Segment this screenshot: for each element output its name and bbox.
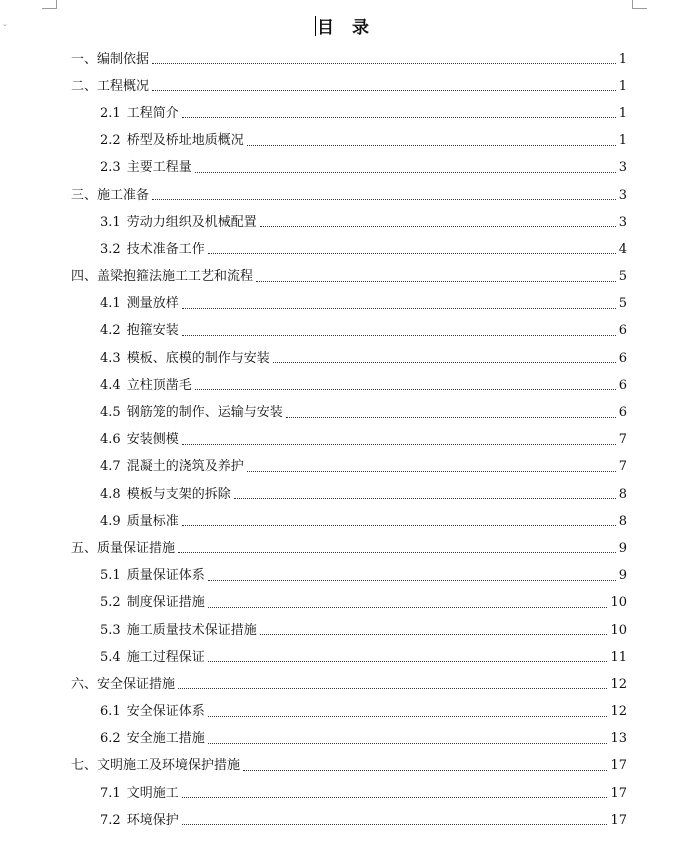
toc-dot-leader (273, 362, 616, 363)
table-of-contents (0, 46, 692, 834)
toc-page-number: 3 (618, 187, 627, 203)
toc-entry-number: 4.3 (100, 350, 121, 366)
toc-entry-text: 钢筋笼的制作、运输与安装 (126, 405, 283, 421)
toc-page-number: 6 (618, 350, 627, 366)
toc-dot-leader (234, 498, 616, 499)
toc-page-number: 17 (610, 812, 627, 828)
toc-dot-leader (182, 797, 608, 798)
toc-entry-label (71, 269, 253, 285)
toc-dot-leader (195, 389, 616, 390)
toc-dot-leader (208, 253, 616, 254)
toc-entry-text: 文明施工 (126, 785, 179, 801)
toc-page-number: 9 (618, 540, 627, 556)
toc-entry-number: 4.6 (100, 432, 121, 448)
toc-entry-label (71, 188, 149, 204)
toc-entry-text: 抱箍安装 (126, 323, 179, 339)
toc-page-number: 7 (618, 432, 627, 448)
toc-entry-label (100, 514, 179, 530)
toc-entry[interactable] (71, 182, 627, 209)
toc-entry-text: 施工过程保证 (126, 649, 205, 665)
toc-entry-number: 4.5 (100, 405, 121, 421)
toc-page-number: 12 (610, 704, 627, 720)
toc-entry-label (71, 79, 149, 95)
toc-dot-leader (247, 471, 616, 472)
toc-entry[interactable] (100, 644, 627, 671)
toc-entry[interactable] (100, 454, 627, 481)
toc-dot-leader (182, 525, 616, 526)
toc-entry-number: 5.2 (100, 595, 121, 611)
toc-dot-leader (260, 634, 608, 635)
toc-dot-leader (247, 145, 616, 146)
toc-entry[interactable] (71, 46, 627, 73)
toc-entry[interactable] (100, 780, 627, 807)
toc-entry-text: 六、安全保证措施 (71, 676, 176, 692)
toc-page-number: 10 (610, 622, 627, 638)
toc-entry-label (100, 242, 205, 258)
toc-entry-text: 安全保证体系 (126, 704, 205, 720)
toc-dot-leader (286, 417, 616, 418)
toc-entry[interactable] (100, 100, 627, 127)
toc-entry[interactable] (100, 209, 627, 236)
toc-dot-leader (178, 552, 616, 553)
toc-entry-text: 质量保证体系 (126, 568, 205, 584)
toc-entry-number: 4.4 (100, 377, 121, 393)
toc-dot-leader (182, 308, 616, 309)
toc-entry-text: 模板、底模的制作与安装 (126, 350, 270, 366)
toc-entry-text: 工程简介 (126, 105, 179, 121)
toc-entry-text: 测量放样 (126, 296, 179, 312)
toc-page-number: 6 (618, 377, 627, 393)
toc-entry-text: 环境保护 (126, 812, 179, 828)
toc-dot-leader (260, 226, 616, 227)
toc-entry-text: 劳动力组织及机械配置 (126, 214, 257, 230)
toc-entry-label (100, 296, 179, 312)
toc-dot-leader (243, 770, 607, 771)
toc-entry-number: 4.2 (100, 323, 121, 339)
toc-page-number: 10 (610, 595, 627, 611)
toc-entry-number: 2.1 (100, 105, 121, 121)
toc-entry-text: 一、编制依据 (71, 51, 150, 67)
toc-entry-label (100, 623, 257, 639)
toc-entry-label (100, 487, 231, 503)
toc-page-number: 4 (618, 241, 627, 257)
toc-entry-label (100, 595, 205, 611)
toc-page-number: 11 (610, 649, 627, 665)
toc-entry-text: 混凝土的浇筑及养护 (126, 459, 244, 475)
toc-entry-label (71, 758, 240, 774)
toc-entry[interactable] (100, 807, 627, 834)
toc-dot-leader (208, 743, 608, 744)
toc-dot-leader (152, 90, 616, 91)
toc-entry-label (71, 677, 175, 693)
toc-entry-label (100, 650, 205, 666)
toc-entry[interactable] (71, 535, 627, 562)
toc-entry-text: 施工质量技术保证措施 (126, 622, 257, 638)
toc-page-number: 13 (610, 731, 627, 747)
toc-entry-text: 立柱顶凿毛 (126, 377, 192, 393)
toc-entry-text: 五、质量保证措施 (71, 540, 176, 556)
toc-entry-number: 7.2 (100, 812, 121, 828)
toc-entry-label (100, 704, 205, 720)
toc-entry-text: 主要工程量 (126, 160, 192, 176)
toc-dot-leader (256, 281, 616, 282)
toc-page-number: 9 (618, 568, 627, 584)
toc-page-number: 7 (618, 459, 627, 475)
toc-entry-number: 6.1 (100, 704, 121, 720)
toc-dot-leader (195, 172, 616, 173)
toc-entry-label (71, 52, 149, 68)
toc-dot-leader (208, 607, 608, 608)
toc-page-number: 3 (618, 160, 627, 176)
toc-entry[interactable] (100, 508, 627, 535)
toc-entry-label (71, 541, 175, 557)
toc-entry[interactable] (100, 345, 627, 372)
toc-entry[interactable] (100, 236, 627, 263)
toc-dot-leader (182, 335, 616, 336)
toc-entry-label (100, 133, 244, 149)
toc-entry-text: 安全施工措施 (126, 731, 205, 747)
toc-page-number: 8 (618, 513, 627, 529)
toc-entry-text: 质量标准 (126, 513, 179, 529)
toc-entry-text: 四、盖梁抱箍法施工工艺和流程 (71, 269, 254, 285)
toc-entry-text: 七、文明施工及环境保护措施 (71, 758, 241, 774)
toc-entry-number: 4.1 (100, 296, 121, 312)
toc-entry[interactable] (100, 128, 627, 155)
toc-entry[interactable] (100, 155, 627, 182)
toc-page-number: 17 (610, 758, 627, 774)
toc-entry[interactable] (100, 372, 627, 399)
toc-dot-leader (182, 824, 608, 825)
toc-entry[interactable] (100, 291, 627, 318)
toc-page-number: 12 (610, 676, 627, 692)
toc-entry[interactable] (100, 590, 627, 617)
toc-entry-label (100, 786, 179, 802)
toc-entry[interactable] (100, 427, 627, 454)
toc-entry-text: 安装侧模 (126, 432, 179, 448)
toc-entry-text: 技术准备工作 (126, 241, 205, 257)
toc-dot-leader (208, 661, 608, 662)
toc-entry-number: 3.2 (100, 241, 121, 257)
toc-entry-number: 5.3 (100, 622, 121, 638)
toc-entry-label (100, 378, 192, 394)
toc-entry-text: 三、施工准备 (71, 187, 150, 203)
toc-entry-label (100, 323, 179, 339)
toc-page-number: 5 (618, 296, 627, 312)
toc-entry-text: 桥型及桥址地质概况 (126, 133, 244, 149)
toc-entry[interactable] (71, 753, 627, 780)
page-corner-mark-right (632, 0, 647, 9)
toc-entry-number: 4.8 (100, 486, 121, 502)
toc-entry[interactable] (100, 563, 627, 590)
toc-entry-label (100, 813, 179, 829)
toc-page-number: 6 (618, 323, 627, 339)
toc-page-number: 1 (618, 51, 627, 67)
toc-entry-text: 模板与支架的拆除 (126, 486, 231, 502)
toc-page-number: 17 (610, 785, 627, 801)
toc-entry-label (100, 106, 179, 122)
toc-entry[interactable] (100, 399, 627, 426)
toc-entry[interactable] (71, 671, 627, 698)
toc-entry-number: 4.7 (100, 459, 121, 475)
toc-entry[interactable] (71, 73, 627, 100)
toc-page-number: 1 (618, 78, 627, 94)
toc-page-number: 1 (618, 133, 627, 149)
toc-entry-number: 2.2 (100, 133, 121, 149)
toc-entry-label (100, 432, 179, 448)
toc-entry-number: 6.2 (100, 731, 121, 747)
toc-page-number: 8 (618, 486, 627, 502)
toc-page-number: 1 (618, 105, 627, 121)
toc-entry-label (100, 160, 192, 176)
toc-entry[interactable] (100, 699, 627, 726)
toc-dot-leader (182, 117, 616, 118)
toc-dot-leader (152, 63, 616, 64)
toc-entry-label (100, 568, 205, 584)
toc-entry[interactable] (100, 726, 627, 753)
toc-title: 目 录 (317, 18, 375, 38)
page-corner-mark-left (42, 0, 57, 9)
toc-dot-leader (152, 199, 616, 200)
toc-entry[interactable] (100, 617, 627, 644)
toc-entry[interactable] (100, 481, 627, 508)
toc-entry-number: 5.4 (100, 649, 121, 665)
toc-entry[interactable] (71, 264, 627, 291)
toc-entry-label (100, 731, 205, 747)
toc-entry-text: 二、工程概况 (71, 78, 150, 94)
toc-entry-label (100, 459, 244, 475)
toc-entry-label (100, 351, 270, 367)
toc-entry-number: 7.1 (100, 785, 121, 801)
toc-page-number: 3 (618, 214, 627, 230)
toc-page-number: 6 (618, 405, 627, 421)
toc-dot-leader (178, 688, 607, 689)
toc-dot-leader (182, 444, 616, 445)
collapse-marker-icon: ⌄ (2, 20, 8, 28)
toc-entry-label (100, 405, 283, 421)
toc-dot-leader (208, 580, 616, 581)
toc-page-number: 5 (618, 269, 627, 285)
toc-dot-leader (208, 716, 608, 717)
toc-entry-number: 4.9 (100, 513, 121, 529)
toc-entry-label (100, 215, 257, 231)
toc-entry-number: 3.1 (100, 214, 121, 230)
toc-entry-number: 2.3 (100, 160, 121, 176)
toc-entry-text: 制度保证措施 (126, 595, 205, 611)
toc-entry[interactable] (100, 318, 627, 345)
toc-entry-number: 5.1 (100, 568, 121, 584)
